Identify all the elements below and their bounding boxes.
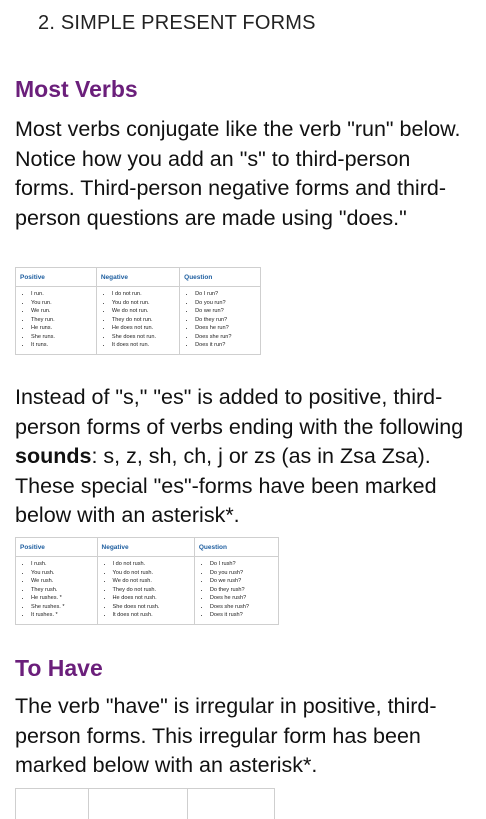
list-item: • He does not rush. (113, 594, 192, 603)
list-item: • We do not rush. (113, 577, 192, 586)
list-item: • Do we run? (195, 307, 258, 316)
list-item: • Do they run? (195, 316, 258, 325)
list-item: • Do I rush? (210, 560, 276, 569)
list-item: • Do you rush? (210, 569, 276, 578)
list-item: • We run. (31, 307, 94, 316)
table-column-positive (16, 287, 97, 355)
list-item: • She rushes. * (31, 603, 95, 612)
list-item: • They do not rush. (113, 586, 192, 595)
list-item: • It rushes. * (31, 611, 95, 620)
list-item: • I run. (31, 290, 94, 299)
table-header-positive: Positive (16, 268, 97, 287)
table-header-negative: Negative (97, 538, 194, 557)
list-item: • Does he rush? (210, 594, 276, 603)
table-header-question: Question (194, 538, 278, 557)
list-item: • I do not rush. (113, 560, 192, 569)
list-item: • Do I run? (195, 290, 258, 299)
table-header-question: Question (180, 268, 261, 287)
paragraph-text: : s, z, sh, ch, j or zs (as in Zsa Zsa). These special "es"-forms have been marked below with an asterisk*. (15, 444, 437, 528)
list-item: • We rush. (31, 577, 95, 586)
next-table-top-edge (15, 788, 275, 819)
list-item: • Does she rush? (210, 603, 276, 612)
list-item: • We do not run. (112, 307, 177, 316)
table-column-question (194, 557, 278, 625)
list-item: • It runs. (31, 341, 94, 350)
table-column-question (180, 287, 261, 355)
list-item: • He runs. (31, 324, 94, 333)
list-item: • You run. (31, 299, 94, 308)
list-item: • Does it run? (195, 341, 258, 350)
list-item: • Does she run? (195, 333, 258, 342)
paragraph-most-verbs: Most verbs conjugate like the verb "run" below. Notice how you add an "s" to third-person forms. Third-person negative forms and third-person questions are made using "does." (15, 117, 461, 230)
heading-to-have: To Have (15, 655, 103, 681)
table-divider (88, 789, 89, 819)
table-header-negative: Negative (96, 268, 179, 287)
list-item: • Do they rush? (210, 586, 276, 595)
list-item: • Do you run? (195, 299, 258, 308)
table-column-negative (97, 557, 194, 625)
list-item: • You rush. (31, 569, 95, 578)
list-item: • Do we rush? (210, 577, 276, 586)
table-column-positive (16, 557, 98, 625)
table-column-negative (96, 287, 179, 355)
list-item: • I rush. (31, 560, 95, 569)
list-item: • Does he run? (195, 324, 258, 333)
list-item: • He does not run. (112, 324, 177, 333)
paragraph-es-forms (15, 383, 475, 531)
heading-most-verbs: Most Verbs (15, 76, 138, 102)
list-item: • It does not rush. (113, 611, 192, 620)
paragraph-to-have: The verb "have" is irregular in positive, third-person forms. This irregular form has been marked below with an asterisk*. (15, 694, 437, 778)
list-item: • They do not run. (112, 316, 177, 325)
list-item: • She runs. (31, 333, 94, 342)
conjugation-table-run (15, 267, 261, 355)
list-item: • She does not run. (112, 333, 177, 342)
table-divider (187, 789, 188, 819)
paragraph-text: Instead of "s," "es" is added to positive, third-person forms of verbs ending with the following (15, 385, 464, 439)
list-item: • They run. (31, 316, 94, 325)
paragraph-bold-sounds: sounds (15, 444, 92, 469)
list-item: • You do not run. (112, 299, 177, 308)
conjugation-table-rush (15, 537, 279, 625)
list-item: • I do not run. (112, 290, 177, 299)
list-item: • He rushes. * (31, 594, 95, 603)
list-item: • They rush. (31, 586, 95, 595)
list-item: • She does not rush. (113, 603, 192, 612)
list-item: • Does it rush? (210, 611, 276, 620)
section-header: 2. SIMPLE PRESENT FORMS (38, 12, 316, 34)
list-item: • It does not run. (112, 341, 177, 350)
list-item: • You do not rush. (113, 569, 192, 578)
table-header-positive: Positive (16, 538, 98, 557)
